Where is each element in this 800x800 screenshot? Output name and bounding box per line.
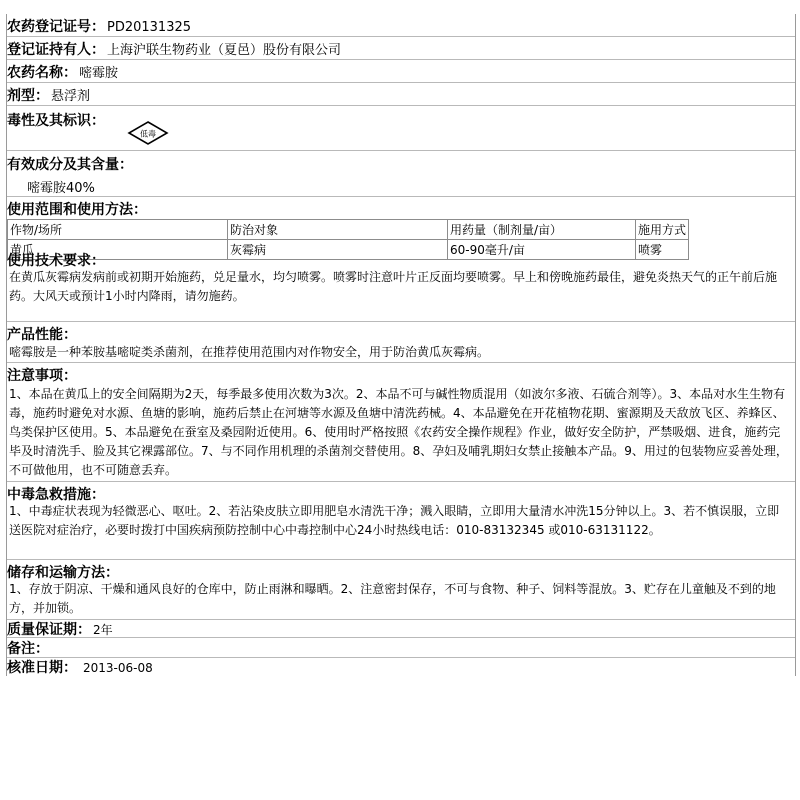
header-method: 施用方式: [636, 220, 689, 240]
warranty-row: [7, 620, 795, 638]
header-dosage: 用药量（制剂量/亩）: [448, 220, 636, 240]
reg-no-value: PD20131325: [107, 20, 192, 35]
holder-row: [7, 37, 795, 60]
reg-no-label: 农药登记证号：: [7, 19, 105, 35]
firstaid-text: 1、中毒症状表现为轻微恶心、呕吐。2、若沾染皮肤立即用肥皂水清洗干净；溅入眼睛，立即用大量清水冲洗15分钟以上。3、若不慎误服，立即送医院对症治疗，必要时拨打中国疾病预防控制中心中毒控制中心24小时热线电话：010-83132345 或010-63131122。: [9, 504, 780, 537]
cell-target: 灰霉病: [228, 240, 448, 260]
name-row: [7, 60, 795, 83]
toxicity-label: 毒性及其标识：: [7, 113, 105, 129]
ingredient-row: [7, 151, 795, 197]
pesticide-registration-document: [6, 14, 796, 676]
approval-value: 2013-06-08: [83, 661, 153, 675]
low-toxicity-mark: [127, 120, 169, 146]
approval-label: 核准日期：: [7, 660, 77, 676]
notes-label: 注意事项：: [7, 368, 77, 384]
holder-label: 登记证持有人：: [7, 42, 105, 58]
usage-label: 使用范围和使用方法：: [7, 202, 147, 218]
usage-table-header: [8, 220, 689, 240]
tech-text: 在黄瓜灰霉病发病前或初期开始施药，兑足量水，均匀喷雾。喷雾时注意叶片正反面均要喷雾。早上和傍晚施药最佳，避免炎热天气的正午前后施药。大风天或预计1小时内降雨，请勿施药。: [9, 270, 778, 303]
notes-text: 1、本品在黄瓜上的安全间隔期为2天，每季最多使用次数为3次。2、本品不可与碱性物质混用（如波尔多液、石硫合剂等）。3、本品对水生生物有毒，施药时避免对水源、鱼塘的影响，施药后禁止在河塘等水源及鱼塘中清洗药械。4、本品避免在开花植物花期、蜜源期及天敌放飞区、养蜂区、鸟类保护区使用。5、本品避免在蚕室及桑园附近使用。6、使用时严格按照《农药安全操作规程》作业，做好安全防护，严禁吸烟、进食，施药完毕及时清洗手、脸及其它裸露部位。7、与不同作用机理的杀菌剂交替使用。8、孕妇及哺乳期妇女禁止接触本产品。9、用过的包装物应妥善处理，不可做他用，也不可随意丢弃。: [9, 387, 788, 477]
storage-section: [7, 560, 795, 620]
remark-row: [7, 638, 795, 658]
tech-section: [7, 248, 795, 322]
firstaid-label: 中毒急救措施：: [7, 487, 105, 503]
ingredient-label: 有效成分及其含量：: [7, 157, 133, 173]
approval-row: [7, 658, 795, 676]
performance-text: 嘧霉胺是一种苯胺基嘧啶类杀菌剂，在推荐使用范围内对作物安全，用于防治黄瓜灰霉病。: [9, 345, 490, 359]
remark-label: 备注：: [7, 641, 49, 657]
firstaid-section: [7, 482, 795, 560]
toxicity-mark-text: 低毒: [140, 129, 156, 139]
toxicity-row: [7, 106, 795, 151]
ingredient-value: 嘧霉胺40%: [27, 181, 95, 196]
formulation-label: 剂型：: [7, 88, 49, 104]
formulation-value: 悬浮剂: [51, 89, 91, 104]
name-value: 嘧霉胺: [79, 66, 119, 81]
header-target: 防治对象: [228, 220, 448, 240]
warranty-value: 2年: [93, 623, 113, 637]
storage-label: 储存和运输方法：: [7, 565, 119, 581]
cell-dosage: 60-90毫升/亩: [448, 240, 636, 260]
name-label: 农药名称：: [7, 65, 77, 81]
cell-crop: 黄瓜: [8, 240, 228, 260]
storage-text: 1、存放于阴凉、干燥和通风良好的仓库中，防止雨淋和曝晒。2、注意密封保存，不可与食物、种子、饲料等混放。3、贮存在儿童触及不到的地方，并加锁。: [9, 582, 776, 615]
formulation-row: [7, 83, 795, 106]
tech-label: 使用技术要求：: [7, 253, 105, 269]
performance-label: 产品性能：: [7, 327, 77, 343]
header-crop: 作物/场所: [8, 220, 228, 240]
performance-section: [7, 322, 795, 363]
reg-no-row: [7, 14, 795, 37]
notes-section: [7, 363, 795, 482]
warranty-label: 质量保证期：: [7, 622, 91, 638]
cell-method: 喷雾: [636, 240, 689, 260]
holder-value: 上海沪联生物药业（夏邑）股份有限公司: [107, 43, 342, 58]
